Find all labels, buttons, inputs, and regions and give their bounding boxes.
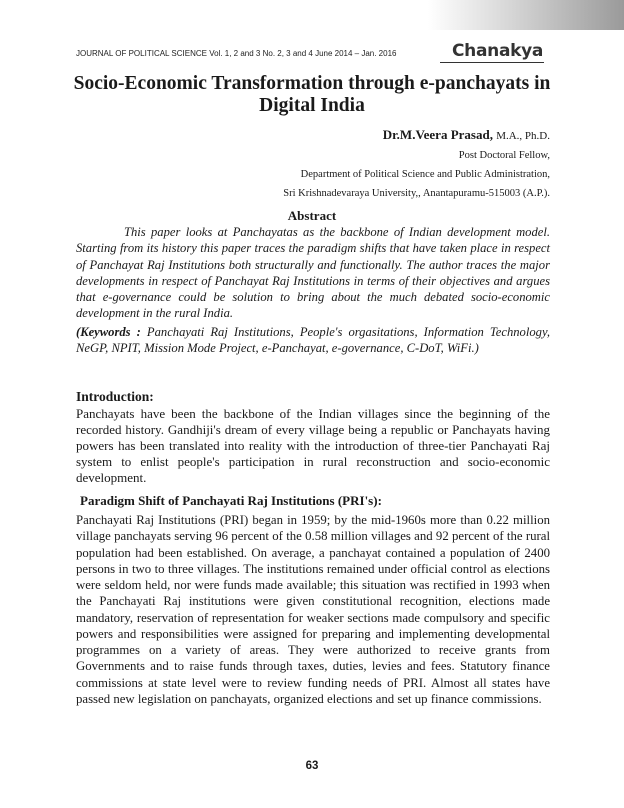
author-line [200, 125, 550, 146]
introduction-heading: Introduction: [76, 389, 154, 404]
introduction-text: Panchayats have been the backbone of the Indian villages since the beginning of the recorded history. Gandhiji's dream of every village being a republic or Panchayats having powers has been translated into reality with the introduction of three-tier Panchayati Raj system to enlist people's participation in rural reconstruction and socio-economic development. [76, 406, 550, 486]
author-position: Post Doctoral Fellow, [458, 150, 550, 161]
abstract-heading: Abstract [287, 208, 337, 223]
author-name [383, 127, 550, 142]
paradigm-shift-text: Panchayati Raj Institutions (PRI) began in 1959; by the mid-1960s more than 0.22 million village panchayats serving 96 percent of the 0.58 million villages and 92 percent of the rural population had been established. On average, a panchayat contained a population of 2400 persons in two to three villages. The institutions remained under official control as elections were seldom held, nor were funds made available; this situation was rectified in 1993 when the Panchayati Raj institutions were given constitutional recognition, elections made mandatory, reservation of representation for weaker sections made compulsory and specific powers and responsibilities were assigned for preparing and implementing developmental programmes on a variety of areas. They were authorized to receive grants from Governments and to raise funds through taxes, duties, levies and fees. Statutory finance commissions at state level were to review funding needs of PRI. Almost all states have passed new legislation on panchayats, organized elections and set up finance commissions. [76, 513, 550, 706]
abstract-section [76, 224, 550, 356]
author-block [200, 125, 550, 203]
journal-running-header: JOURNAL OF POLITICAL SCIENCE Vol. 1, 2 and 3 No. 2, 3 and 4 June 2014 – Jan. 2016 [76, 49, 397, 58]
keywords [76, 324, 550, 357]
logo-underline [440, 62, 544, 63]
author-degrees: M.A., Ph.D. [496, 130, 550, 142]
abstract-text: This paper looks at Panchayatas as the backbone of Indian development model. Starting from its history this paper traces the paradigm shifts that have taken place in respect of Panchayat Raj Institutions both structurally and functionally. The author traces the major developments in respect of Panchayat Raj Institutions in terms of their objectives and argues that e-governance could be solution to bring about the much debated socio-economic development in the rural India. [76, 225, 550, 321]
chanakya-logo: Chanakya [452, 41, 544, 61]
page-number: 63 [305, 760, 319, 772]
paper-title: Socio-Economic Transformation through e-panchayats in Digital India [73, 73, 551, 116]
keywords-label: (Keywords : [76, 324, 141, 339]
author-name-text: Dr.M.Veera Prasad, [382, 127, 493, 142]
author-university: Sri Krishnadevaraya University,, Anantapuramu-515003 (A.P.). [283, 188, 550, 199]
keywords-text: Panchayati Raj Institutions, People's orgasitations, Information Technology, NeGP, NPIT, Mission Mode Project, e-Panchayat, e-governance, C-DoT, WiFi.) [76, 324, 550, 356]
page-corner-shade [428, 0, 624, 30]
paradigm-shift-heading: Paradigm Shift of Panchayati Raj Institutions (PRI's): [80, 493, 382, 508]
author-department: Department of Political Science and Public Administration, [300, 169, 550, 180]
